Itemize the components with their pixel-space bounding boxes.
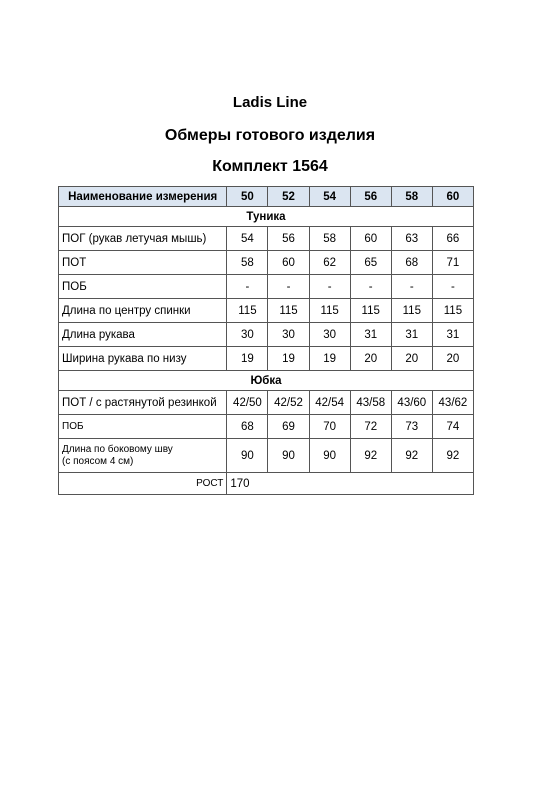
cell-value: 20 [391, 347, 432, 371]
table-row [59, 439, 474, 473]
cell-value: 115 [268, 299, 309, 323]
cell-value: 43/58 [350, 391, 391, 415]
row-label: ПОБ [59, 415, 227, 439]
cell-value: - [432, 275, 473, 299]
header-size: 58 [391, 187, 432, 207]
cell-value: 20 [432, 347, 473, 371]
cell-value: 30 [227, 323, 268, 347]
table-row [59, 323, 474, 347]
row-label [59, 439, 227, 473]
table-row [59, 391, 474, 415]
row-label: ПОТ [59, 251, 227, 275]
cell-value: 65 [350, 251, 391, 275]
table-row [59, 275, 474, 299]
row-label: Длина рукава [59, 323, 227, 347]
cell-value: 56 [268, 227, 309, 251]
row-label: ПОБ [59, 275, 227, 299]
header-size: 56 [350, 187, 391, 207]
header-size: 52 [268, 187, 309, 207]
cell-value: 92 [432, 439, 473, 473]
section-title: Туника [59, 207, 474, 227]
table-row [59, 347, 474, 371]
header-size: 54 [309, 187, 350, 207]
cell-value: 72 [350, 415, 391, 439]
cell-value: 68 [391, 251, 432, 275]
cell-value: 62 [309, 251, 350, 275]
cell-value: 74 [432, 415, 473, 439]
section-title: Юбка [59, 371, 474, 391]
cell-value: 42/54 [309, 391, 350, 415]
cell-value: 42/52 [268, 391, 309, 415]
cell-value: 71 [432, 251, 473, 275]
height-label: РОСТ [59, 473, 227, 495]
cell-value: 31 [432, 323, 473, 347]
section-row-tunic [59, 207, 474, 227]
row-label: Длина по центру спинки [59, 299, 227, 323]
cell-value: 31 [350, 323, 391, 347]
height-row [59, 473, 474, 495]
cell-value: 92 [391, 439, 432, 473]
cell-value: 31 [391, 323, 432, 347]
row-label: ПОТ / с растянутой резинкой [59, 391, 227, 415]
table-row [59, 299, 474, 323]
cell-value: 66 [432, 227, 473, 251]
brand-name: Ladis Line [232, 94, 308, 111]
table-header-row [59, 187, 474, 207]
row-label-line: (с поясом 4 см) [62, 455, 134, 467]
cell-value: 43/60 [391, 391, 432, 415]
cell-value: 54 [227, 227, 268, 251]
cell-value: 19 [268, 347, 309, 371]
row-label: Ширина рукава по низу [59, 347, 227, 371]
cell-value: 30 [309, 323, 350, 347]
set-title: Комплект 1564 [212, 158, 328, 175]
cell-value: - [309, 275, 350, 299]
height-value: 170 [227, 473, 474, 495]
cell-value: 92 [350, 439, 391, 473]
cell-value: 43/62 [432, 391, 473, 415]
header-size: 60 [432, 187, 473, 207]
cell-value: 58 [227, 251, 268, 275]
cell-value: 19 [309, 347, 350, 371]
cell-value: 60 [350, 227, 391, 251]
cell-value: 20 [350, 347, 391, 371]
cell-value: 68 [227, 415, 268, 439]
cell-value: 63 [391, 227, 432, 251]
cell-value: 90 [268, 439, 309, 473]
cell-value: 60 [268, 251, 309, 275]
cell-value: 19 [227, 347, 268, 371]
header-measurement-name: Наименование измерения [59, 187, 227, 207]
cell-value: 90 [309, 439, 350, 473]
cell-value: - [391, 275, 432, 299]
cell-value: 115 [391, 299, 432, 323]
cell-value: 115 [309, 299, 350, 323]
cell-value: - [227, 275, 268, 299]
cell-value: 73 [391, 415, 432, 439]
cell-value: - [350, 275, 391, 299]
section-row-skirt [59, 371, 474, 391]
cell-value: 42/50 [227, 391, 268, 415]
cell-value: 115 [432, 299, 473, 323]
cell-value: 70 [309, 415, 350, 439]
row-label-line: Длина по боковому шву [62, 443, 173, 455]
table-row [59, 251, 474, 275]
table-row [59, 227, 474, 251]
cell-value: 115 [227, 299, 268, 323]
table-row [59, 415, 474, 439]
cell-value: 115 [350, 299, 391, 323]
cell-value: 69 [268, 415, 309, 439]
cell-value: 90 [227, 439, 268, 473]
cell-value: - [268, 275, 309, 299]
cell-value: 58 [309, 227, 350, 251]
measurements-table [58, 186, 474, 495]
header-size: 50 [227, 187, 268, 207]
document-title: Обмеры готового изделия [164, 127, 376, 144]
cell-value: 30 [268, 323, 309, 347]
row-label: ПОГ (рукав летучая мышь) [59, 227, 227, 251]
